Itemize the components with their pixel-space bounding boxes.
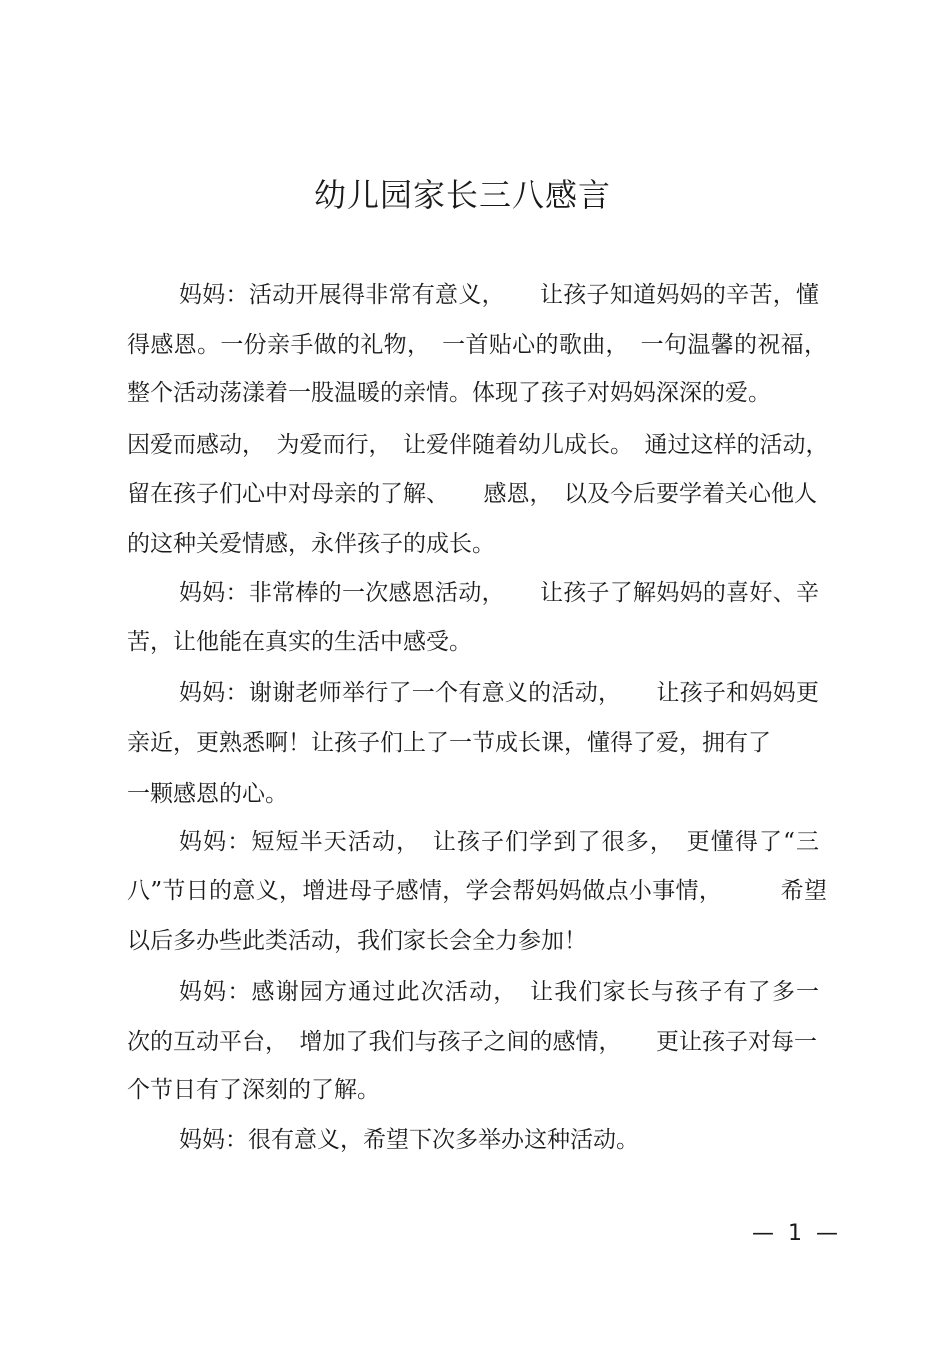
text-line: 妈妈：非常棒的一次感恩活动， 让孩子了解妈妈的喜好、辛 <box>179 580 819 606</box>
text-line: 一颗感恩的心。 <box>127 781 288 807</box>
text-line: 个节日有了深刻的了解。 <box>127 1077 380 1103</box>
text-line: 妈妈：很有意义，希望下次多举办这种活动。 <box>179 1127 639 1153</box>
text-line: 次的互动平台， 增加了我们与孩子之间的感情， 更让孩子对每一 <box>127 1029 817 1055</box>
text-line: 八”节日的意义，增进母子感情，学会帮妈妈做点小事情， 希望 <box>127 878 827 904</box>
text-line: 苦，让他能在真实的生活中感受。 <box>127 629 472 655</box>
text-line: 留在孩子们心中对母亲的了解、 感恩， 以及今后要学着关心他人 <box>127 481 817 507</box>
text-line: 妈妈：谢谢老师举行了一个有意义的活动， 让孩子和妈妈更 <box>179 680 819 706</box>
text-line: 的这种关爱情感，永伴孩子的成长。 <box>127 531 495 557</box>
text-line: 得感恩。一份亲手做的礼物， 一首贴心的歌曲， 一句温馨的祝福， <box>127 332 827 358</box>
text-line: 妈妈：短短半天活动， 让孩子们学到了很多， 更懂得了“三 <box>179 829 819 855</box>
page-number: — 1 — <box>752 1221 838 1246</box>
text-line: 整个活动荡漾着一股温暖的亲情。体现了孩子对妈妈深深的爱。 <box>127 380 771 406</box>
text-line: 亲近，更熟悉啊！让孩子们上了一节成长课，懂得了爱，拥有了 <box>127 730 771 756</box>
text-line: 以后多办些此类活动，我们家长会全力参加！ <box>127 928 587 954</box>
text-line: 妈妈：活动开展得非常有意义， 让孩子知道妈妈的辛苦，懂 <box>179 282 819 308</box>
text-line: 因爱而感动， 为爱而行， 让爱伴随着幼儿成长。 通过这样的活动， <box>127 432 829 458</box>
document-title: 幼儿园家长三八感言 <box>313 176 611 214</box>
text-line: 妈妈：感谢园方通过此次活动， 让我们家长与孩子有了多一 <box>179 979 819 1005</box>
